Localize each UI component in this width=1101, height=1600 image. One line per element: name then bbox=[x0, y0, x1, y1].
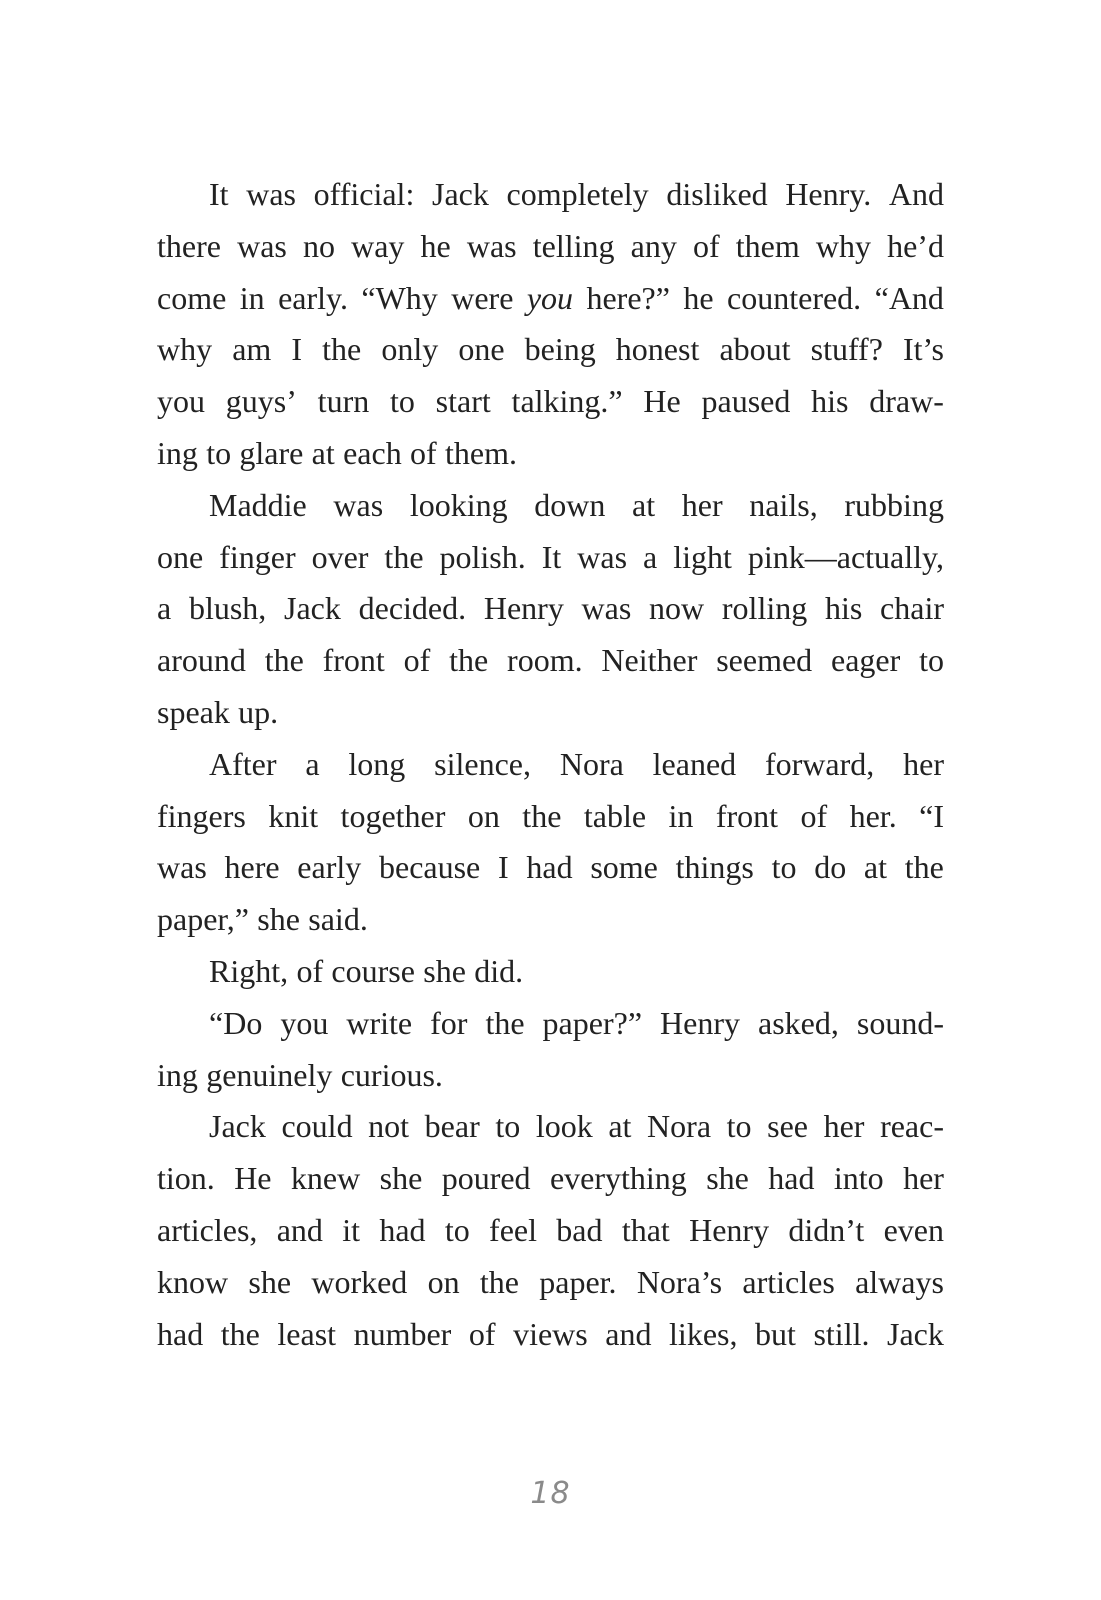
text-line: fingers knit together on the table in front of her. “I bbox=[157, 797, 944, 834]
text-line: “Do you write for the paper?” Henry asked, sound- bbox=[209, 1004, 944, 1041]
body-text bbox=[157, 169, 944, 1360]
text-line: a blush, Jack decided. Henry was now rolling his chair bbox=[157, 590, 944, 627]
text-line: around the front of the room. Neither seemed eager to bbox=[157, 642, 944, 679]
text-line: ing to glare at each of them. bbox=[157, 434, 517, 471]
text-line: It was official: Jack completely disliked Henry. And bbox=[209, 176, 944, 212]
text-line: one finger over the polish. It was a light pink—actually, bbox=[157, 538, 944, 575]
text-line: articles, and it had to feel bad that Henry didn’t even bbox=[157, 1211, 944, 1248]
text-line: come in early. “Why were you here?” he countered. “And bbox=[157, 279, 944, 316]
text-line: was here early because I had some things to do at the bbox=[157, 849, 944, 886]
text-line: Maddie was looking down at her nails, rubbing bbox=[209, 486, 944, 523]
text-line: Jack could not bear to look at Nora to see her reac- bbox=[209, 1108, 944, 1145]
text-line: paper,” she said. bbox=[157, 901, 368, 938]
text-line: Right, of course she did. bbox=[209, 952, 524, 989]
text-line: speak up. bbox=[157, 693, 279, 730]
text-line: had the least number of views and likes, but still. Jack bbox=[157, 1315, 944, 1352]
page-number: 18 bbox=[530, 1476, 571, 1511]
text-line: After a long silence, Nora leaned forward, her bbox=[209, 745, 944, 782]
text-line: you guys’ turn to start talking.” He paused his draw- bbox=[157, 383, 944, 420]
text-line: ing genuinely curious. bbox=[157, 1056, 443, 1093]
text-line: why am I the only one being honest about stuff? It’s bbox=[157, 331, 944, 368]
text-line: know she worked on the paper. Nora’s articles always bbox=[157, 1263, 944, 1300]
text-line: there was no way he was telling any of them why he’d bbox=[157, 227, 944, 264]
text-line: tion. He knew she poured everything she had into her bbox=[157, 1160, 944, 1197]
